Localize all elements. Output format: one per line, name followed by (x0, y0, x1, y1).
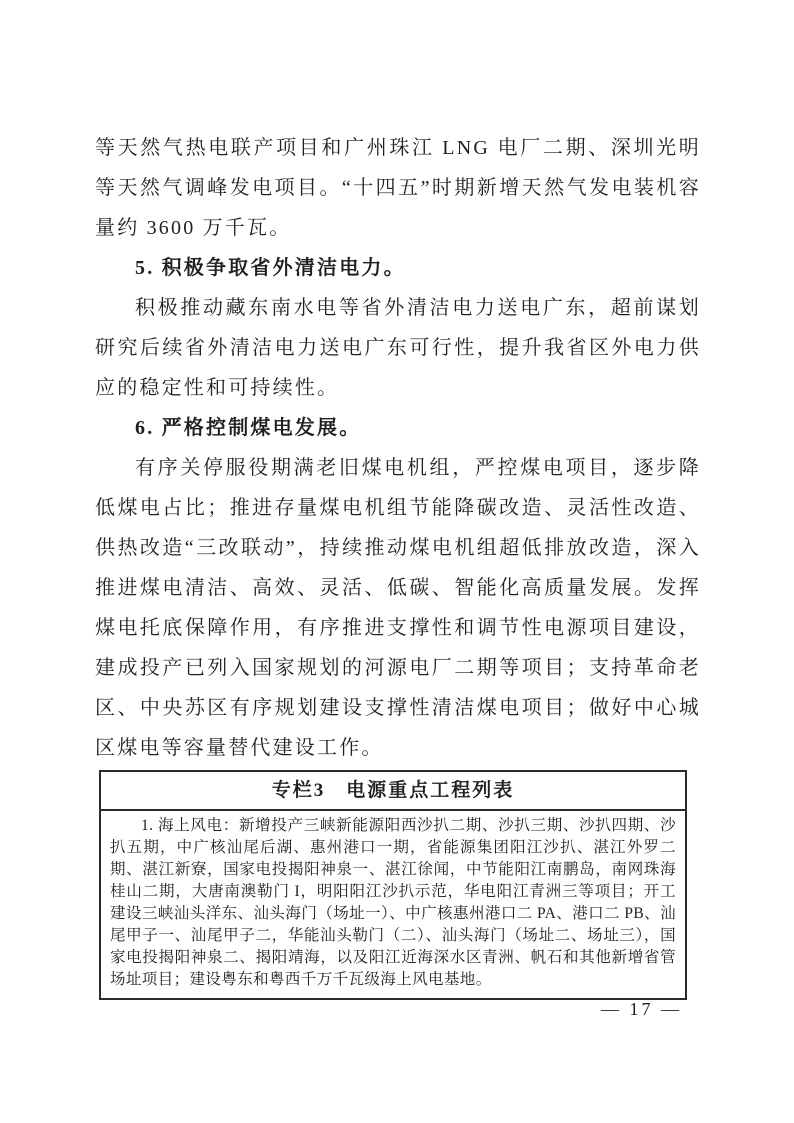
page-content (95, 128, 701, 1000)
page-number: — 17 — (601, 999, 682, 1019)
project-list-box (99, 770, 687, 1000)
project-list-box-title: 专栏3 电源重点工程列表 (101, 772, 685, 811)
continuation-paragraph: 等天然气热电联产项目和广州珠江 LNG 电厂二期、深圳光明等天然气调峰发电项目。“十四五”时期新增天然气发电装机容量约 3600 万千瓦。 (95, 137, 701, 239)
project-list-box-body: 1. 海上风电：新增投产三峡新能源阳西沙扒二期、沙扒三期、沙扒四期、沙扒五期，中广核汕尾后湖、惠州港口一期，省能源集团阳江沙扒、湛江外罗二期、湛江新寮，国家电投揭阳神泉一、湛江徐闻，中节能阳江南鹏岛，南网珠海桂山二期，大唐南澳勒门 I，明阳阳江沙扒示范，华电阳江青洲三等项目；开工建设三峡汕头洋东、汕头海门（场址一）、中广核惠州港口二 PA、港口二 PB、汕尾甲子一、汕尾甲子二，华能汕头勒门（二）、汕头海门（场址二、场址三），国家电投揭阳神泉二、揭阳靖海，以及阳江近海深水区青洲、帆石和其他新增省管场址项目；建设粤东和粤西千万千瓦级海上风电基地。 (110, 817, 676, 988)
section-5-paragraph: 积极推动藏东南水电等省外清洁电力送电广东，超前谋划研究后续省外清洁电力送电广东可行性，提升我省区外电力供应的稳定性和可持续性。 (95, 297, 701, 399)
section-5-heading: 5. 积极争取省外清洁电力。 (135, 257, 406, 279)
section-6-paragraph: 有序关停服役期满老旧煤电机组，严控煤电项目，逐步降低煤电占比；推进存量煤电机组节能降碳改造、灵活性改造、供热改造“三改联动”，持续推动煤电机组超低排放改造，深入推进煤电清洁、高效、灵活、低碳、智能化高质量发展。发挥煤电托底保障作用，有序推进支撑性和调节性电源项目建设，建成投产已列入国家规划的河源电厂二期等项目；支持革命老区、中央苏区有序规划建设支撑性清洁煤电项目；做好中心城区煤电等容量替代建设工作。 (95, 457, 701, 759)
section-6-heading: 6. 严格控制煤电发展。 (135, 417, 362, 439)
